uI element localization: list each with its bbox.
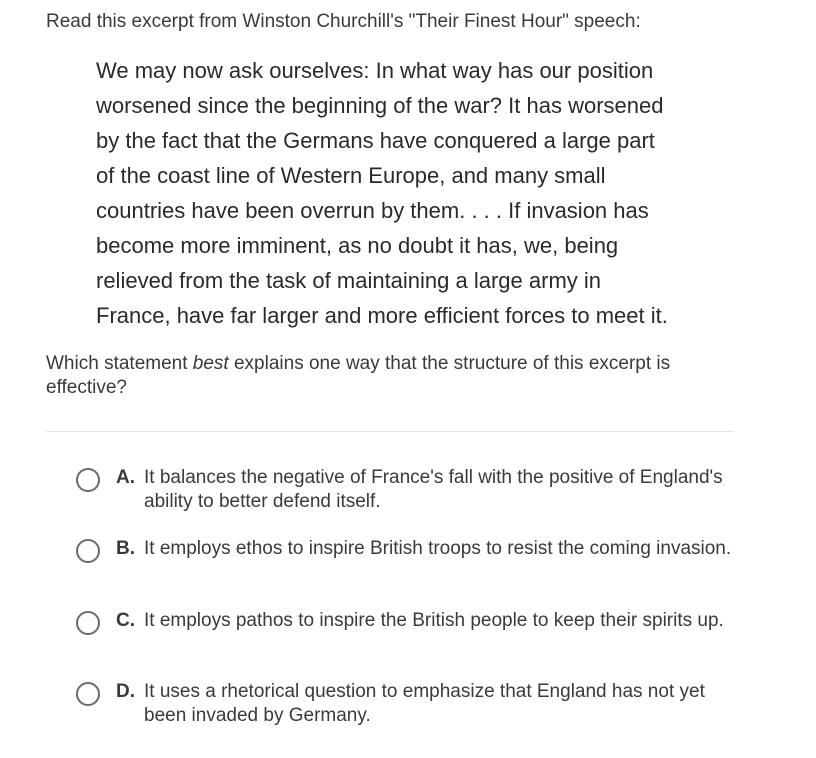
option-text: It uses a rhetorical question to emphasize that England has not yet been invaded by Germany.	[144, 681, 705, 726]
divider	[46, 431, 734, 432]
question-text-after: explains one way that the structure of this excerpt is effective?	[46, 353, 671, 398]
excerpt-line: of the coast line of Western Europe, and many small	[96, 163, 606, 188]
speech-excerpt	[96, 53, 696, 333]
excerpt-line: relieved from the task of maintaining a large army in	[96, 268, 602, 293]
option-text: It employs pathos to inspire the British people to keep their spirits up.	[144, 610, 724, 631]
option-letter: B.	[116, 538, 135, 559]
excerpt-line: countries have been overrun by them. . . . If invasion has	[96, 198, 649, 223]
excerpt-line: worsened since the beginning of the war? It has worsened	[96, 93, 664, 118]
passage-intro: Read this excerpt from Winston Churchill's "Their Finest Hour" speech:	[46, 11, 641, 32]
excerpt-line: by the fact that the Germans have conquered a large part	[96, 128, 655, 153]
radio-button-icon[interactable]	[76, 539, 100, 563]
question-text-before: Which statement	[46, 353, 193, 374]
option-letter: C.	[116, 610, 135, 631]
radio-button-icon[interactable]	[76, 611, 100, 635]
option-letter: D.	[116, 681, 135, 702]
radio-button-icon[interactable]	[76, 468, 100, 492]
option-letter: A.	[116, 467, 135, 488]
question-emphasis: best	[192, 353, 229, 374]
answer-option-b[interactable]	[76, 537, 746, 563]
option-text: It balances the negative of France's fall with the positive of England's ability to better defend itself.	[144, 467, 723, 512]
answer-option-c[interactable]	[76, 609, 746, 635]
question-prompt	[46, 352, 736, 400]
excerpt-line: France, have far larger and more efficient forces to meet it.	[96, 303, 668, 328]
answer-option-d[interactable]	[76, 680, 746, 728]
excerpt-line: We may now ask ourselves: In what way has our position	[96, 58, 654, 83]
option-text: It employs ethos to inspire British troops to resist the coming invasion.	[144, 538, 732, 559]
excerpt-line: become more imminent, as no doubt it has, we, being	[96, 233, 619, 258]
answer-option-a[interactable]	[76, 466, 746, 514]
radio-button-icon[interactable]	[76, 682, 100, 706]
